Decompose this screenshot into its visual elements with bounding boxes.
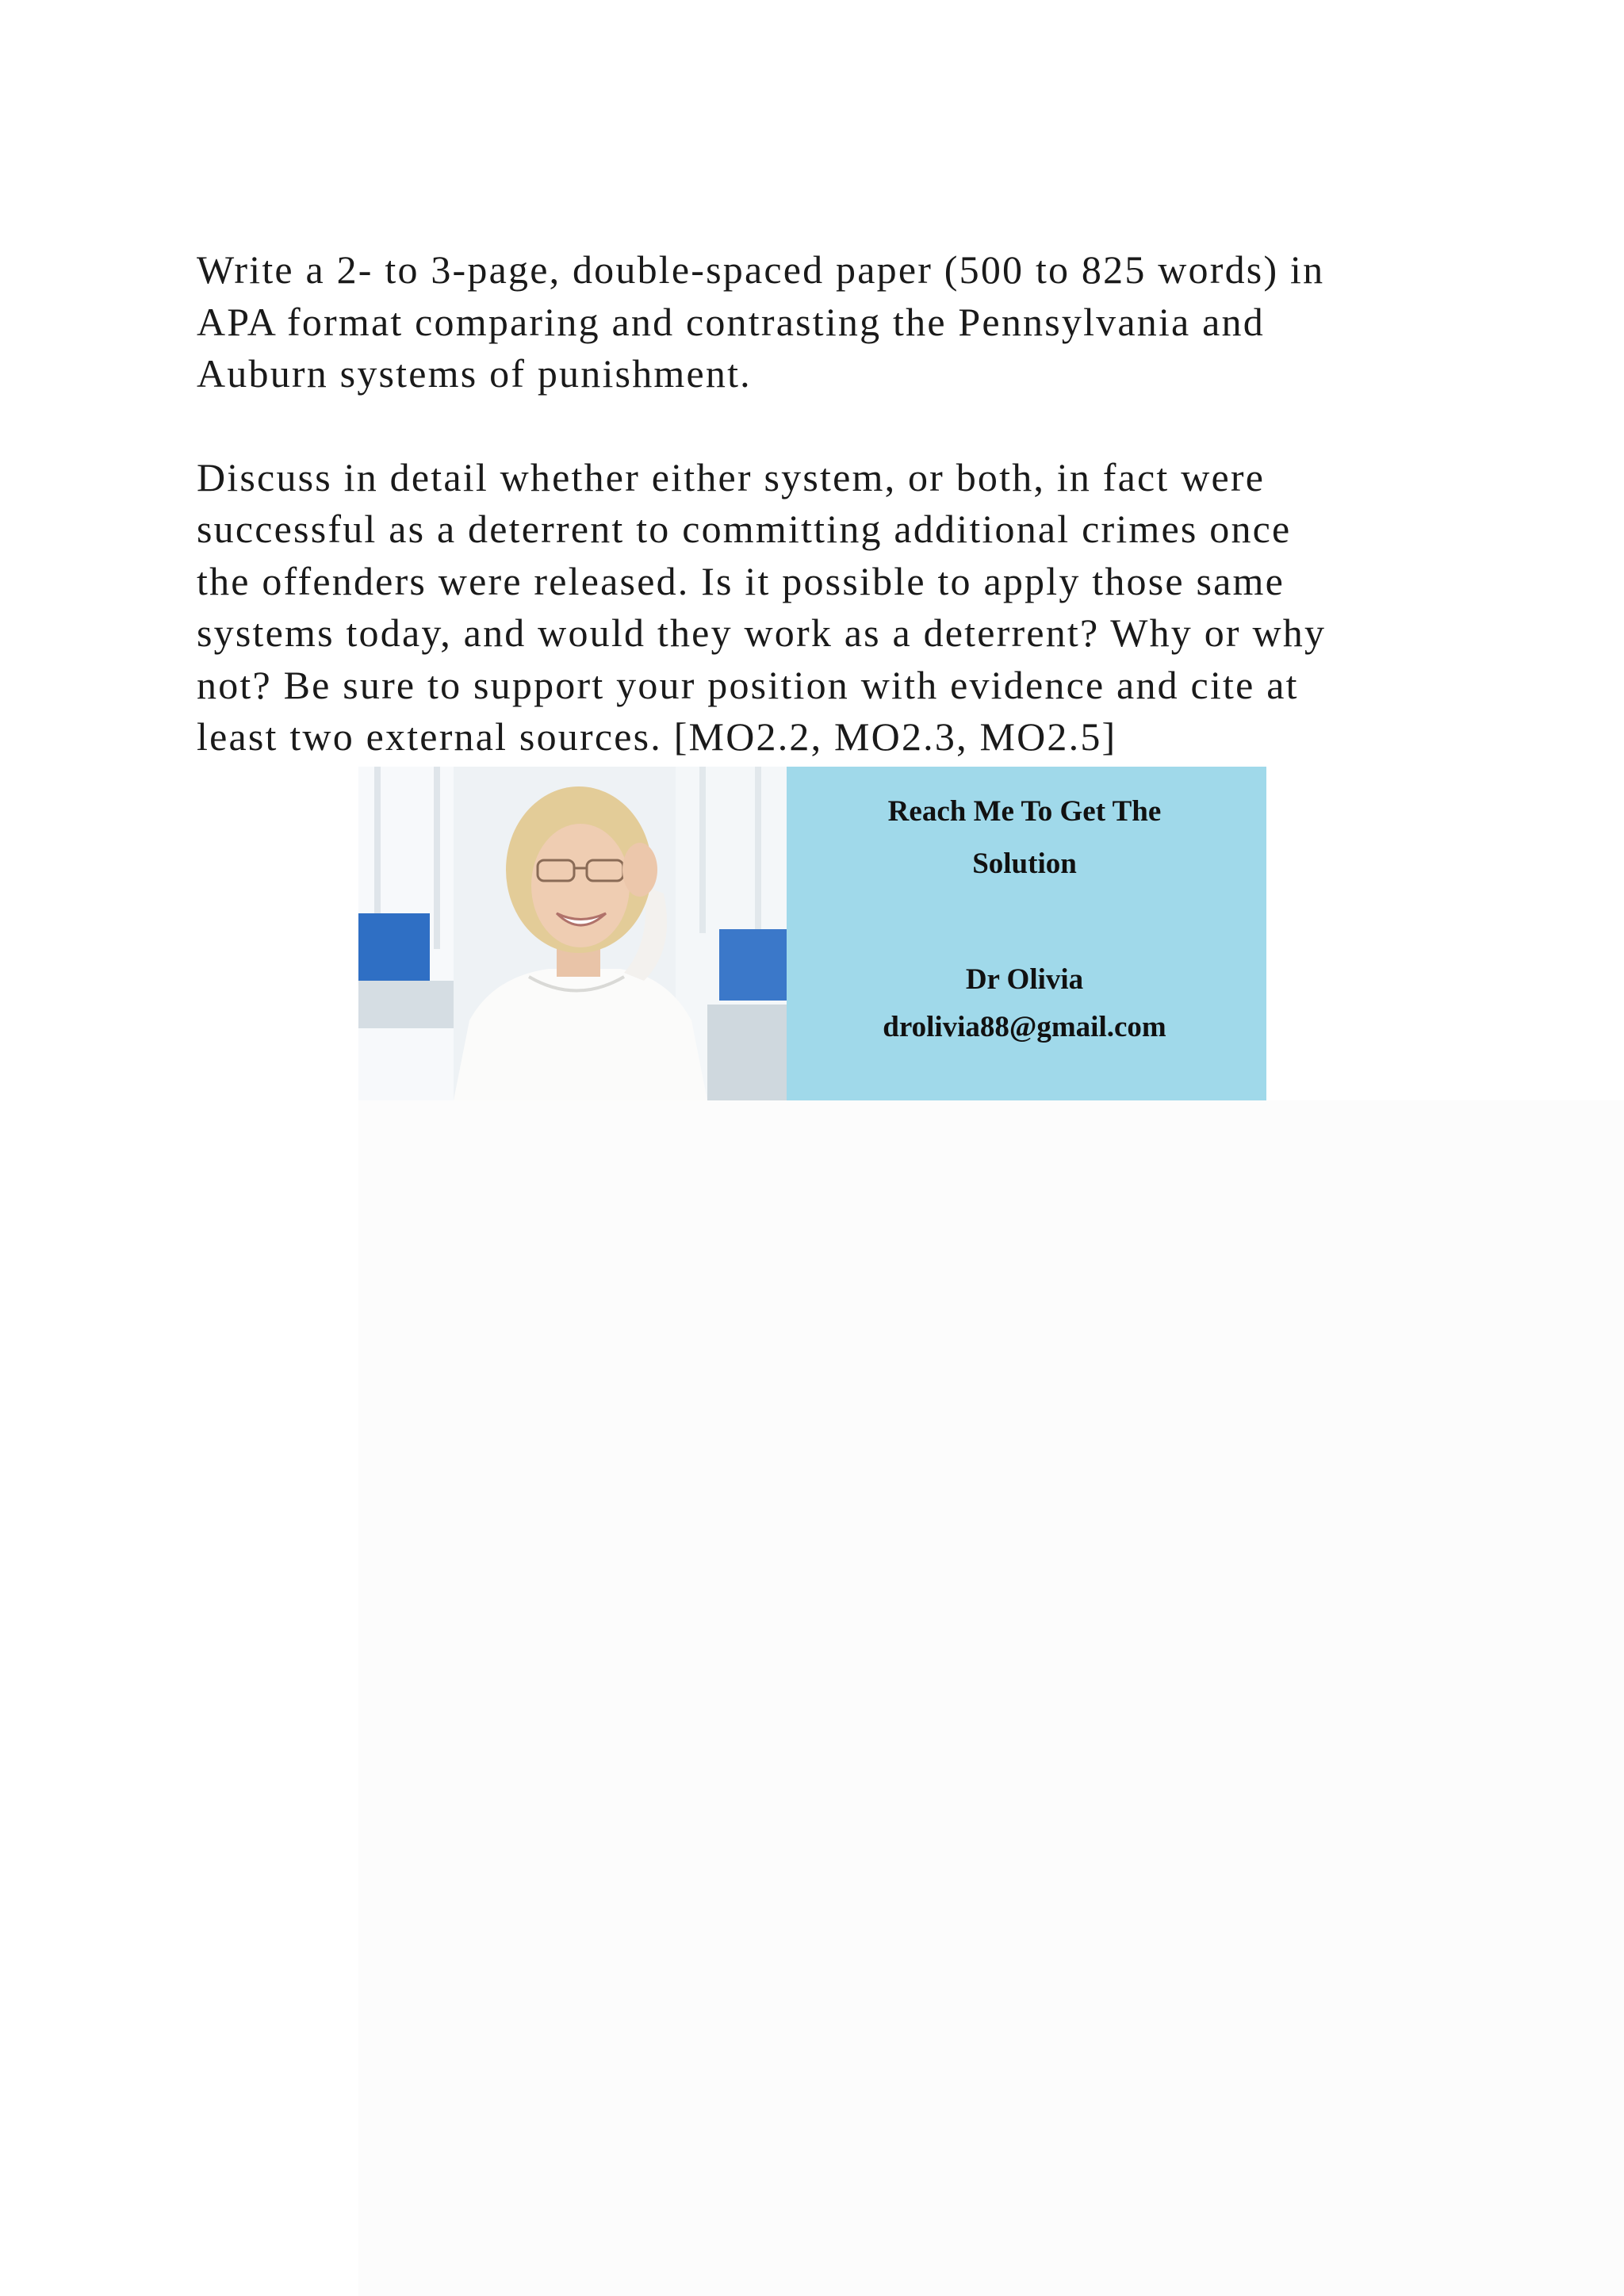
- assignment-paragraph-1: Write a 2- to 3-page, double-spaced paper (500 to 825 words) in APA format comparing and contrasting the Pennsylvania and Auburn systems of punishment.: [197, 247, 1325, 396]
- banner-subheadline: Solution: [972, 848, 1077, 880]
- contact-banner: [358, 767, 1266, 1100]
- assignment-paragraph-2: Discuss in detail whether either system, or both, in fact were successful as a deterrent to committing additional crimes once the offenders were released. Is it possible to apply those same systems today, and would they work as a deterrent? Why or why not? Be sure to support your position with evidence and cite at least two external sources. [MO2.2, MO2.3, MO2.5]: [197, 454, 1327, 759]
- contact-email: drolivia88@gmail.com: [883, 1011, 1166, 1043]
- contact-info-panel: [787, 767, 1266, 1100]
- page-lower-area: [358, 1100, 1624, 2296]
- contact-name: Dr Olivia: [965, 963, 1084, 996]
- banner-headline: Reach Me To Get The: [887, 795, 1162, 828]
- assignment-text: [197, 244, 1434, 763]
- woman-photo-image: [358, 767, 787, 1100]
